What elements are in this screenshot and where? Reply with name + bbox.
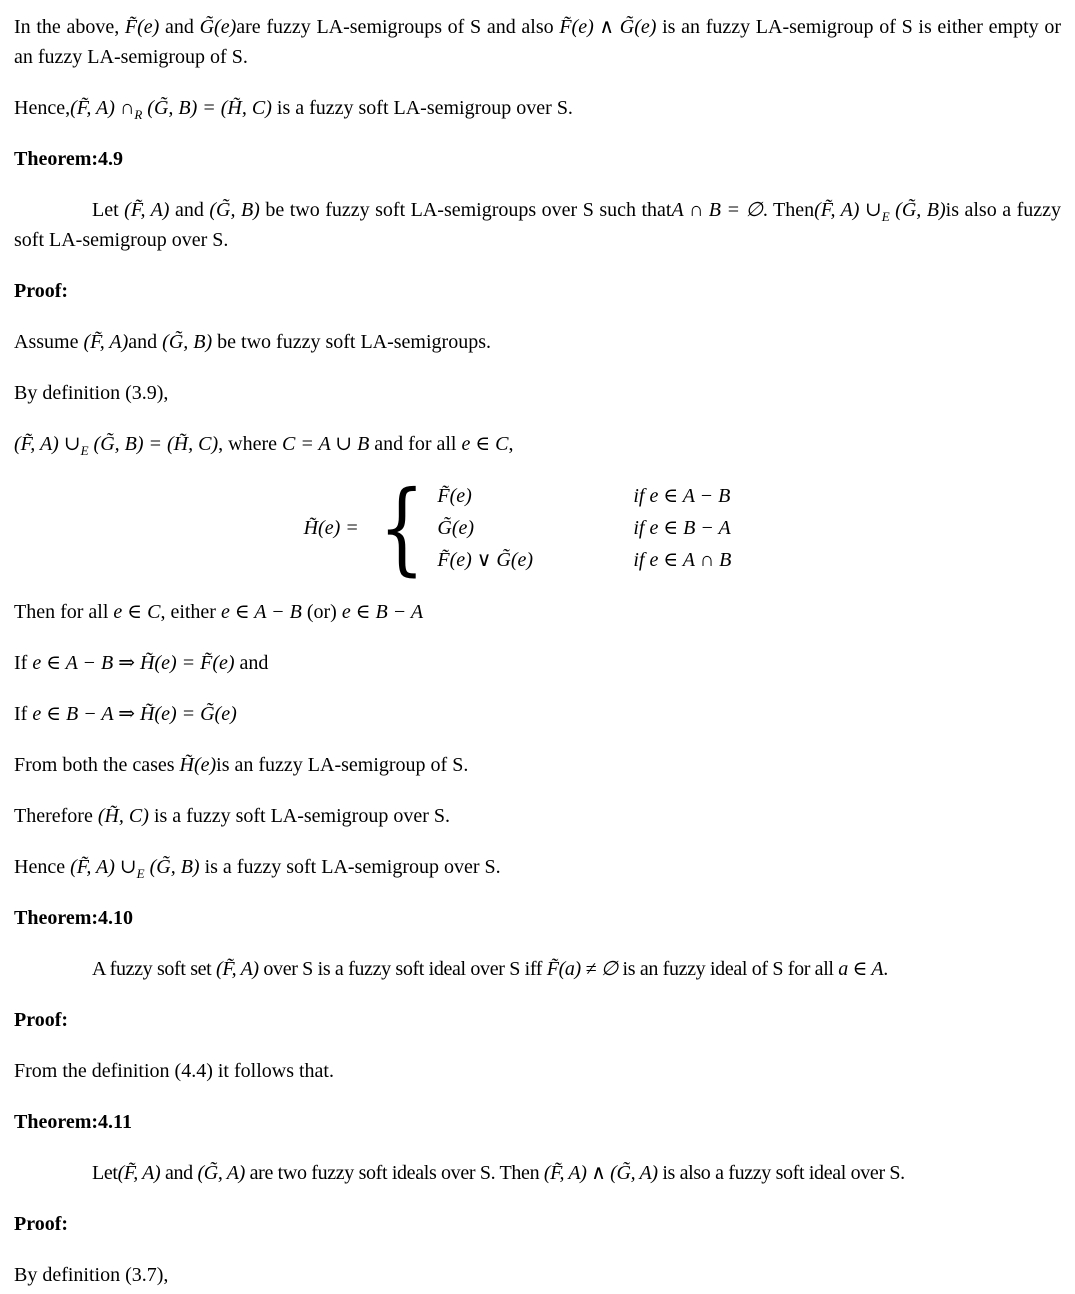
text-run: (G̃, B) [162, 331, 213, 353]
text-run: e ∈ B − A ⇒ H̃(e) = G̃(e) [32, 703, 237, 725]
text-run: be two fuzzy soft LA-semigroups. [212, 331, 491, 353]
text-run: is a fuzzy soft LA-semigroup over S. [148, 805, 450, 827]
text-run: is an fuzzy LA-semigroup of S is either empty or an fuzzy LA-semigroup of S. [14, 16, 1061, 68]
text-run: are two fuzzy soft ideals over S. Then [245, 1162, 544, 1184]
text-run: F̃(a) ≠ ∅ [546, 958, 618, 980]
theorem-4-9-heading [14, 144, 1061, 174]
text-run: Proof: [14, 1009, 69, 1031]
text-run: A ∩ B = ∅ [671, 199, 763, 221]
text-run: is a fuzzy soft LA-semigroup over S. [271, 97, 573, 119]
text-run: and [128, 331, 163, 353]
text-run: is an fuzzy ideal of S for all [617, 958, 839, 980]
proof-4-11-heading [14, 1209, 1061, 1239]
text-run: (F̃, A) ∪ [814, 199, 882, 221]
text-run: Let [92, 1162, 118, 1184]
text-run: C = A ∪ B [281, 433, 370, 455]
case-value-1: F̃(e) [437, 485, 472, 507]
case-value-3: F̃(e) ∨ G̃(e) [437, 549, 534, 571]
text-run: Proof: [14, 1213, 69, 1235]
text-run: F̃(e) [124, 16, 160, 38]
text-run: (F̃, A) ∪ [14, 433, 81, 455]
text-run: e ∈ B − A [341, 601, 424, 623]
text-run: Proof: [14, 280, 69, 302]
theorem-4-11-heading [14, 1107, 1061, 1137]
case-condition-1: if e ∈ A − B [633, 485, 731, 507]
case-condition-2: if e ∈ B − A [633, 517, 731, 539]
text-run: e ∈ C [461, 433, 509, 455]
text-run: If [14, 652, 33, 674]
theorem-4-9-statement [14, 195, 1061, 255]
text-run: (F̃, A) ∪ [70, 856, 137, 878]
then-for-all-line [14, 597, 1061, 627]
by-definition-3-7-line [14, 1260, 1061, 1290]
text-run: (F̃, A) [83, 331, 129, 353]
cases-equation [14, 469, 1061, 586]
cases-left-brace-icon: { [378, 469, 425, 586]
intro-paragraph [14, 12, 1061, 72]
text-run: , [508, 433, 514, 455]
case-condition-3: if e ∈ A ∩ B [633, 549, 732, 571]
hence-extended-union-line [14, 852, 1061, 882]
text-run: (G̃, A) [197, 1162, 245, 1184]
proof-4-9-heading [14, 276, 1061, 306]
text-run: , where [218, 433, 282, 455]
text-run: . Then [762, 199, 815, 221]
text-run: e ∈ A − B [220, 601, 302, 623]
by-definition-3-9-line [14, 378, 1061, 408]
text-run: , either [160, 601, 221, 623]
document-section-top [14, 12, 1061, 459]
text-run: and [160, 1162, 198, 1184]
math-subscript: E [136, 866, 145, 881]
text-run: F̃(e) ∧ G̃(e) [559, 16, 657, 38]
text-run: is a fuzzy soft LA-semigroup over S. [199, 856, 501, 878]
case-value-2: G̃(e) [437, 517, 475, 539]
text-run: (G̃, B) [209, 199, 260, 221]
text-run: (H̃, C) [97, 805, 149, 827]
equation-lhs: H̃(e) = [303, 517, 364, 539]
text-run: (G̃, B) [889, 199, 946, 221]
text-run: and [234, 652, 269, 674]
theorem-4-10-statement [14, 954, 1061, 984]
from-both-cases-line [14, 750, 1061, 780]
text-run: e ∈ A − B ⇒ H̃(e) = F̃(e) [32, 652, 235, 674]
from-definition-4-4-line [14, 1056, 1061, 1086]
text-run: (F̃, A) [216, 958, 259, 980]
text-run: H̃(e) [179, 754, 217, 776]
text-run: . [883, 958, 888, 980]
math-subscript: E [881, 209, 890, 224]
text-run: e ∈ C [113, 601, 161, 623]
theorem-4-10-heading [14, 903, 1061, 933]
text-run: (F̃, A) [117, 1162, 161, 1184]
text-run: Then for all [14, 601, 114, 623]
text-run: a ∈ A [838, 958, 884, 980]
text-run: Assume [14, 331, 84, 353]
math-subscript: R [134, 107, 143, 122]
text-run: Hence [14, 856, 71, 878]
text-run: A fuzzy soft set [92, 958, 217, 980]
if-a-minus-b-line [14, 648, 1061, 678]
text-run: and [169, 199, 210, 221]
text-run: Let [92, 199, 125, 221]
text-run: By definition (3.9), [14, 382, 169, 404]
text-run: Theorem:4.10 [14, 907, 134, 929]
proof-4-10-heading [14, 1005, 1061, 1035]
text-run: Theorem:4.9 [14, 148, 124, 170]
therefore-line [14, 801, 1061, 831]
text-run: (F̃, A) ∧ (G̃, A) [543, 1162, 658, 1184]
text-run: (G̃, B) = (H̃, C) [142, 97, 272, 119]
text-run: Therefore [14, 805, 98, 827]
math-subscript: E [80, 443, 89, 458]
text-run: (F̃, A) [124, 199, 170, 221]
text-run: is an fuzzy LA-semigroup of S. [216, 754, 469, 776]
text-run: (G̃, B) [144, 856, 200, 878]
case-values-column [437, 480, 633, 576]
text-run: is also a fuzzy soft LA-semigroup over S. [14, 199, 1061, 251]
text-run: In the above, [14, 16, 125, 38]
assume-line [14, 327, 1061, 357]
text-run: and for all [369, 433, 462, 455]
case-conditions-column [633, 480, 771, 576]
hence-restricted-intersection-line [14, 93, 1061, 123]
text-run: From the definition (4.4) it follows that. [14, 1060, 334, 1082]
text-run: (or) [301, 601, 342, 623]
text-run: From both the cases [14, 754, 180, 776]
theorem-4-11-statement [14, 1158, 1061, 1188]
text-run: is also a fuzzy soft ideal over S. [657, 1162, 905, 1184]
text-run: By definition (3.7), [14, 1264, 169, 1286]
text-run: (G̃, B) = (H̃, C) [88, 433, 219, 455]
text-run: Hence, [14, 97, 71, 119]
text-run: are fuzzy LA-semigroups of S and also [236, 16, 560, 38]
text-run: and [159, 16, 200, 38]
text-run: (F̃, A) ∩ [70, 97, 135, 119]
text-run: be two fuzzy soft LA-semigroups over S such that [259, 199, 672, 221]
text-run: Theorem:4.11 [14, 1111, 132, 1133]
text-run: G̃(e) [199, 16, 237, 38]
text-run: over S is a fuzzy soft ideal over S iff [258, 958, 547, 980]
text-run: If [14, 703, 33, 725]
extended-union-definition-line [14, 429, 1061, 459]
if-b-minus-a-line [14, 699, 1061, 729]
document-section-bottom [14, 597, 1061, 1290]
